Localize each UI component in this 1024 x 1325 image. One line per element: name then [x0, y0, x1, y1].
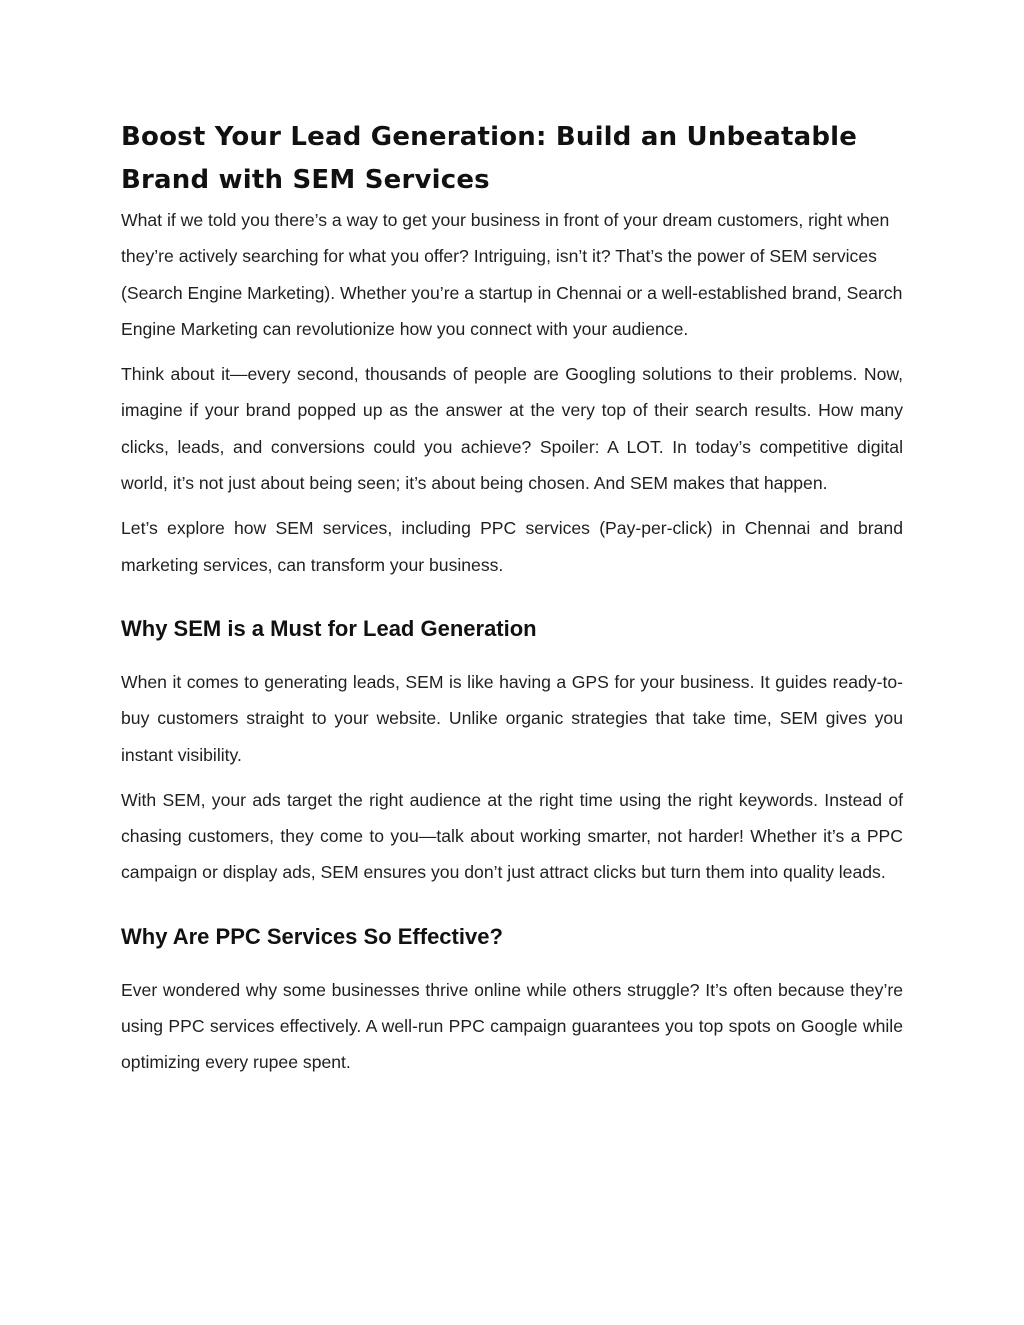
section-heading-ppc-services: Why Are PPC Services So Effective?: [121, 923, 503, 949]
section-2-paragraph-1: Ever wondered why some businesses thrive online while others struggle? It’s often because they’re using PPC services effectively. A well-run PPC campaign guarantees you top spots on Google while optimizing every rupee spent.: [121, 979, 903, 1073]
section-1-paragraph-2: With SEM, your ads target the right audience at the right time using the right keywords. Instead of chasing customers, they come to you—talk about working smarter, not harder! Whether it’s a PPC campaign or display ads, SEM ensures you don’t just attract clicks but turn them into quality leads.: [121, 789, 903, 883]
intro-paragraph-3: Let’s explore how SEM services, including PPC services (Pay-per-click) in Chennai and brand marketing services, can transform your business.: [121, 518, 903, 575]
intro-paragraph-2: Think about it—every second, thousands of people are Googling solutions to their problems. Now, imagine if your brand popped up as the answer at the very top of their search results. How many clicks, leads, and conversions could you achieve? Spoiler: A LOT. In today’s competitive digital world, it’s not just about being seen; it’s about being chosen. And SEM makes that happen.: [121, 364, 903, 494]
section-1-paragraph-1: When it comes to generating leads, SEM is like having a GPS for your business. It guides ready-to-buy customers straight to your website. Unlike organic strategies that take time, SEM gives you instant visibility.: [121, 671, 903, 765]
document-page: [121, 116, 903, 1090]
section-heading-lead-generation: Why SEM is a Must for Lead Generation: [121, 615, 537, 641]
intro-paragraph-1: What if we told you there’s a way to get your business in front of your dream customers, right when they’re actively searching for what you offer? Intriguing, isn’t it? That’s the power of SEM services (Search Engine Marketing). Whether you’re a startup in Chennai or a well-established brand, Search Engine Marketing can revolutionize how you connect with your audience.: [121, 210, 903, 339]
page-title: Boost Your Lead Generation: Build an Unbeatable Brand with SEM Services: [121, 122, 858, 195]
